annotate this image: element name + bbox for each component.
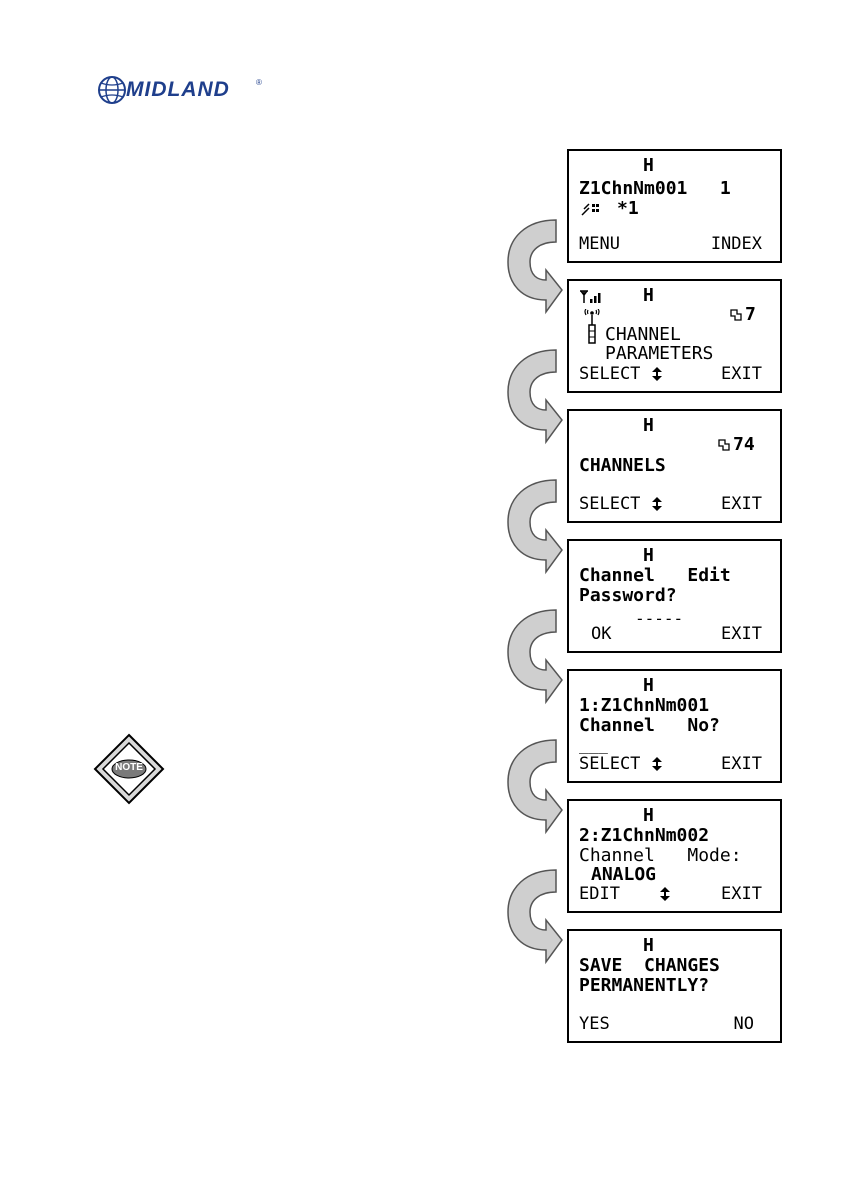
menu-counter: 74 bbox=[733, 434, 755, 455]
menu-title: CHANNELS bbox=[579, 455, 666, 476]
lcd-screen-channels bbox=[567, 409, 782, 523]
lcd-screen-home bbox=[567, 149, 782, 263]
talkgroup-line: *1 bbox=[617, 198, 639, 219]
globe-icon bbox=[96, 74, 128, 106]
channel-id-line: 2:Z1ChnNm002 bbox=[579, 825, 710, 846]
mode-indicator: H bbox=[643, 545, 654, 566]
signal-bars-icon bbox=[579, 289, 605, 305]
parameter-label: Channel Mode: bbox=[579, 845, 742, 866]
channel-id-line: 1:Z1ChnNm001 bbox=[579, 695, 710, 716]
menu-item-icon bbox=[729, 308, 743, 322]
softkey-index[interactable]: INDEX bbox=[710, 234, 762, 254]
curved-down-arrow-icon bbox=[500, 866, 564, 966]
prompt-line: Channel No? bbox=[579, 715, 720, 736]
mode-indicator: H bbox=[643, 155, 654, 176]
key-grid-icon bbox=[581, 201, 603, 217]
brand-name: MIDLAND bbox=[126, 78, 230, 101]
menu-counter: 7 bbox=[745, 304, 756, 325]
lcd-screen-channel-mode bbox=[567, 799, 782, 913]
softkey-no[interactable]: NO bbox=[733, 1014, 754, 1034]
prompt-line1: SAVE CHANGES bbox=[579, 955, 720, 976]
prompt-line2: PERMANENTLY? bbox=[579, 975, 710, 996]
lcd-screen-save-changes bbox=[567, 929, 782, 1043]
curved-down-arrow-icon bbox=[500, 476, 564, 576]
curved-down-arrow-icon bbox=[500, 606, 564, 706]
softkey-select[interactable]: SELECT bbox=[579, 364, 641, 384]
mode-indicator: H bbox=[643, 285, 654, 306]
midland-logo bbox=[96, 74, 266, 108]
mode-indicator: H bbox=[643, 935, 654, 956]
up-down-arrow-icon bbox=[651, 496, 663, 512]
prompt-line2: Password? bbox=[579, 585, 677, 606]
softkey-exit[interactable]: EXIT bbox=[721, 624, 762, 644]
channel-number-input[interactable]: ___ bbox=[579, 735, 608, 754]
antenna-icon bbox=[583, 309, 601, 345]
registered-mark: ® bbox=[256, 78, 262, 87]
prompt-line1: Channel Edit bbox=[579, 565, 731, 586]
softkey-select[interactable]: SELECT bbox=[579, 754, 641, 774]
curved-down-arrow-icon bbox=[500, 736, 564, 836]
lcd-screen-channel-no bbox=[567, 669, 782, 783]
channel-name-line: Z1ChnNm001 1 bbox=[579, 178, 731, 199]
up-down-arrow-icon bbox=[651, 366, 663, 382]
mode-indicator: H bbox=[643, 415, 654, 436]
mode-indicator: H bbox=[643, 675, 654, 696]
password-input[interactable]: ----- bbox=[635, 609, 684, 628]
note-label: NOTE bbox=[115, 762, 143, 773]
parameter-value: ANALOG bbox=[591, 864, 657, 885]
up-down-arrow-icon bbox=[659, 886, 671, 902]
softkey-exit[interactable]: EXIT bbox=[721, 754, 762, 774]
curved-down-arrow-icon bbox=[500, 216, 564, 316]
lcd-screen-channel-parameters bbox=[567, 279, 782, 393]
note-badge bbox=[93, 733, 165, 805]
softkey-yes[interactable]: YES bbox=[579, 1014, 610, 1034]
menu-item-icon bbox=[717, 438, 731, 452]
curved-down-arrow-icon bbox=[500, 346, 564, 446]
softkey-edit[interactable]: EDIT bbox=[579, 884, 620, 904]
lcd-screen-password bbox=[567, 539, 782, 653]
mode-indicator: H bbox=[643, 805, 654, 826]
menu-title-line2: PARAMETERS bbox=[605, 343, 714, 364]
softkey-ok[interactable]: OK bbox=[591, 624, 612, 644]
softkey-select[interactable]: SELECT bbox=[579, 494, 641, 514]
softkey-exit[interactable]: EXIT bbox=[721, 884, 762, 904]
up-down-arrow-icon bbox=[651, 756, 663, 772]
menu-title-line1: CHANNEL bbox=[605, 324, 681, 345]
softkey-exit[interactable]: EXIT bbox=[721, 364, 762, 384]
softkey-menu[interactable]: MENU bbox=[579, 234, 620, 254]
softkey-exit[interactable]: EXIT bbox=[721, 494, 762, 514]
